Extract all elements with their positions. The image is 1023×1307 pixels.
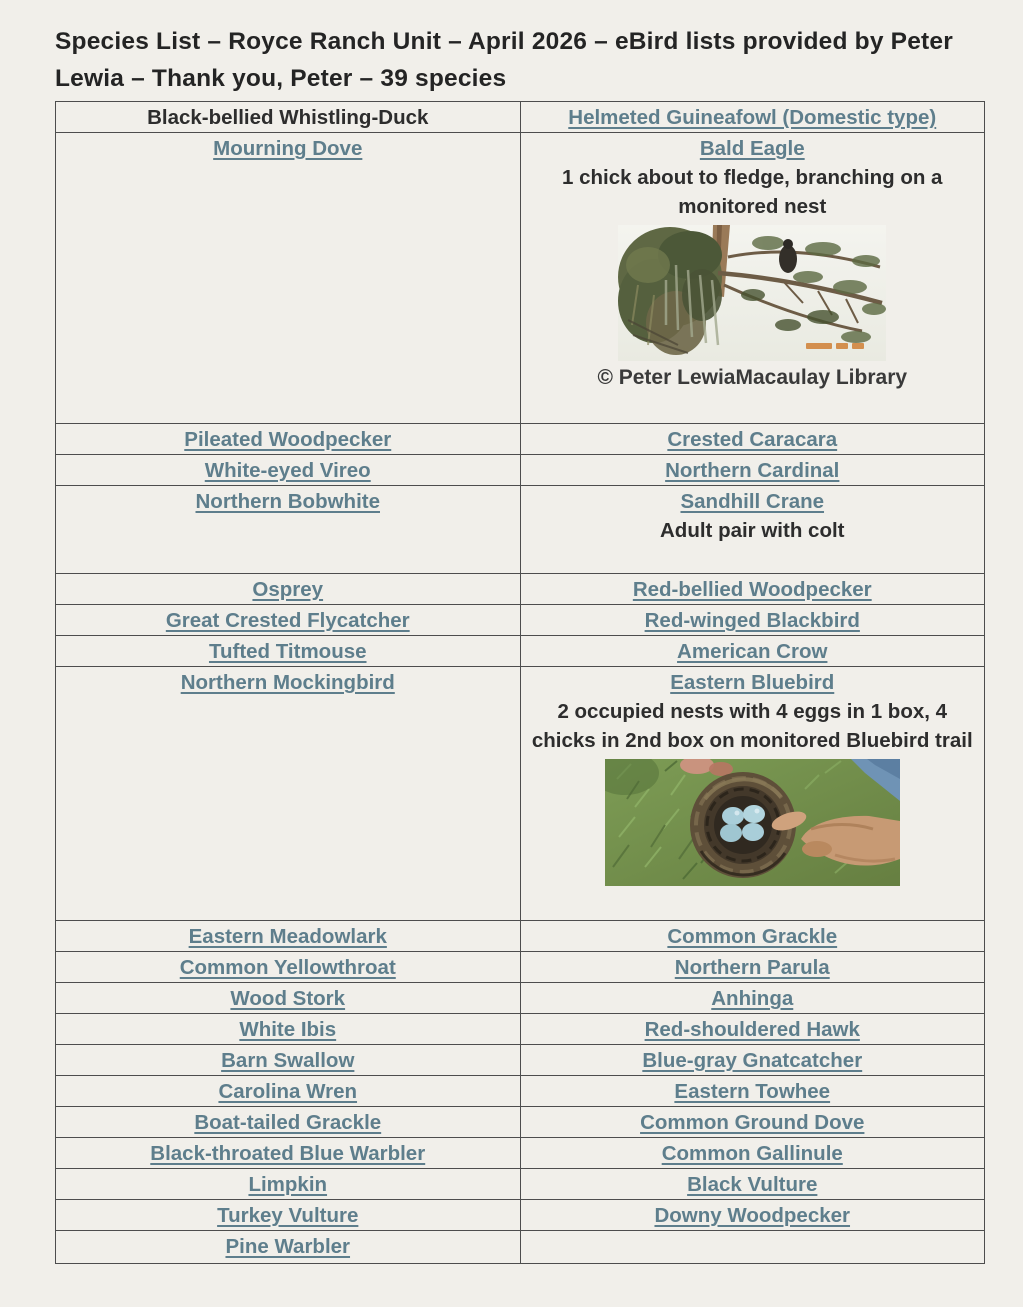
species-link[interactable]: Helmeted Guineafowl (Domestic type) xyxy=(568,106,937,129)
table-row xyxy=(56,952,985,983)
species-link[interactable]: Tufted Titmouse xyxy=(208,640,367,663)
table-row xyxy=(56,983,985,1014)
cell-right xyxy=(520,1107,985,1138)
species-link[interactable]: Black Vulture xyxy=(687,1173,818,1196)
species-link[interactable]: Great Crested Flycatcher xyxy=(165,609,410,632)
species-link[interactable]: American Crow xyxy=(677,640,828,663)
cell-left xyxy=(56,1138,521,1169)
species-link[interactable]: Downy Woodpecker xyxy=(654,1204,851,1227)
eagle-nest-mass xyxy=(618,227,722,355)
species-link[interactable]: Northern Bobwhite xyxy=(195,490,380,513)
table-row xyxy=(56,574,985,605)
species-name: Black-bellied Whistling-Duck xyxy=(147,106,429,129)
cell-left xyxy=(56,1014,521,1045)
species-link[interactable]: Red-bellied Woodpecker xyxy=(632,578,872,601)
cell-left xyxy=(56,1045,521,1076)
cell-right xyxy=(520,667,985,921)
species-link[interactable]: Red-shouldered Hawk xyxy=(644,1018,860,1041)
table-row xyxy=(56,102,985,133)
table-row xyxy=(56,667,985,921)
cell-right xyxy=(520,605,985,636)
species-link[interactable]: Eastern Meadowlark xyxy=(188,925,387,948)
species-link[interactable]: Anhinga xyxy=(711,987,794,1010)
cell-left xyxy=(56,952,521,983)
cell-right xyxy=(520,636,985,667)
cell-right xyxy=(520,1045,985,1076)
cell-left xyxy=(56,102,521,133)
species-link[interactable]: Black-throated Blue Warbler xyxy=(150,1142,426,1165)
table-row xyxy=(56,1231,985,1264)
species-link[interactable]: Northern Mockingbird xyxy=(180,671,395,694)
species-link[interactable]: Boat-tailed Grackle xyxy=(194,1111,382,1134)
species-link[interactable]: White-eyed Vireo xyxy=(204,459,371,482)
cell-right xyxy=(520,574,985,605)
species-link[interactable]: Barn Swallow xyxy=(221,1049,355,1072)
species-link[interactable]: Common Gallinule xyxy=(661,1142,843,1165)
species-table xyxy=(55,101,985,1264)
table-row xyxy=(56,486,985,574)
species-link[interactable]: Limpkin xyxy=(248,1173,328,1196)
species-link[interactable]: Mourning Dove xyxy=(213,137,363,160)
cell-left xyxy=(56,574,521,605)
cell-left xyxy=(56,486,521,574)
cell-right xyxy=(520,133,985,424)
table-row xyxy=(56,455,985,486)
species-link[interactable]: Eastern Bluebird xyxy=(670,671,835,694)
cell-right xyxy=(520,455,985,486)
species-link[interactable]: Northern Parula xyxy=(674,956,830,979)
table-row xyxy=(56,1045,985,1076)
species-link[interactable]: Turkey Vulture xyxy=(217,1204,359,1227)
cell-left xyxy=(56,605,521,636)
cell-left xyxy=(56,1076,521,1107)
cell-left xyxy=(56,133,521,424)
species-note: Adult pair with colt xyxy=(660,519,845,542)
cell-right xyxy=(520,1076,985,1107)
cell-right xyxy=(520,952,985,983)
table-row xyxy=(56,1076,985,1107)
table-row xyxy=(56,1014,985,1045)
species-link[interactable]: Common Yellowthroat xyxy=(179,956,396,979)
cell-left xyxy=(56,455,521,486)
cell-left xyxy=(56,636,521,667)
species-link[interactable]: Carolina Wren xyxy=(218,1080,358,1103)
table-row xyxy=(56,424,985,455)
table-row xyxy=(56,921,985,952)
species-link[interactable]: Osprey xyxy=(252,578,324,601)
cell-right-empty xyxy=(520,1231,985,1264)
species-link[interactable]: Red-winged Blackbird xyxy=(644,609,860,632)
cell-right xyxy=(520,486,985,574)
species-link[interactable]: Common Ground Dove xyxy=(640,1111,865,1134)
cell-left xyxy=(56,424,521,455)
cell-right xyxy=(520,1014,985,1045)
table-row xyxy=(56,1169,985,1200)
species-link[interactable]: White Ibis xyxy=(239,1018,337,1041)
cell-left xyxy=(56,1169,521,1200)
cell-right xyxy=(520,424,985,455)
species-link[interactable]: Blue-gray Gnatcatcher xyxy=(642,1049,863,1072)
species-link[interactable]: Bald Eagle xyxy=(699,137,805,160)
table-row xyxy=(56,133,985,424)
table-row xyxy=(56,636,985,667)
page-title: Species List – Royce Ranch Unit – April 2026 – eBird lists provided by Peter Lewia – Thank you, Peter – 39 species xyxy=(55,28,953,92)
species-link[interactable]: Pileated Woodpecker xyxy=(184,428,392,451)
cell-right xyxy=(520,921,985,952)
bluebird-nest-eggs-photo xyxy=(605,759,900,886)
photo-caption: © Peter LewiaMacaulay Library xyxy=(597,366,908,389)
cell-right xyxy=(520,983,985,1014)
species-link[interactable]: Common Grackle xyxy=(667,925,838,948)
species-link[interactable]: Pine Warbler xyxy=(225,1235,351,1258)
species-note: 2 occupied nests with 4 eggs in 1 box, 4 chicks in 2nd box on monitored Bluebird trail xyxy=(531,700,973,752)
cell-left xyxy=(56,983,521,1014)
cell-right xyxy=(520,1169,985,1200)
table-row xyxy=(56,605,985,636)
cell-left xyxy=(56,921,521,952)
species-link[interactable]: Eastern Towhee xyxy=(674,1080,831,1103)
cell-right xyxy=(520,102,985,133)
species-link[interactable]: Northern Cardinal xyxy=(665,459,840,482)
cell-left xyxy=(56,1200,521,1231)
species-link[interactable]: Wood Stork xyxy=(230,987,346,1010)
cell-left xyxy=(56,1107,521,1138)
cell-left xyxy=(56,667,521,921)
table-row xyxy=(56,1107,985,1138)
species-note: 1 chick about to fledge, branching on a monitored nest xyxy=(562,166,943,218)
species-link[interactable]: Crested Caracara xyxy=(667,428,838,451)
cell-left xyxy=(56,1231,521,1264)
bald-eagle-nest-photo xyxy=(618,225,886,361)
table-row xyxy=(56,1138,985,1169)
table-row xyxy=(56,1200,985,1231)
cell-right xyxy=(520,1200,985,1231)
cell-right xyxy=(520,1138,985,1169)
species-link[interactable]: Sandhill Crane xyxy=(680,490,825,513)
